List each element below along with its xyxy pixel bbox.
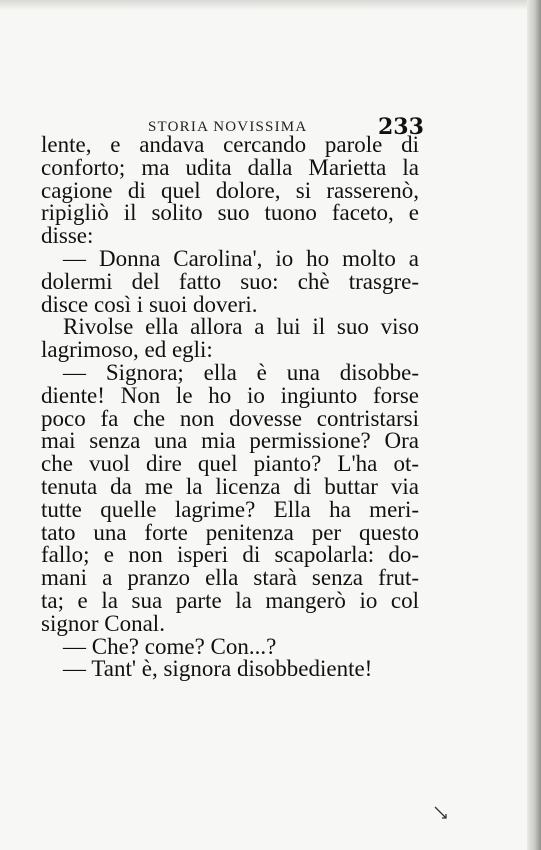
text-line: — Donna Carolina', io ho molto a (63, 245, 419, 271)
page-edge-shadow (527, 0, 541, 850)
body-text (41, 134, 419, 681)
text-line: che vuol dire quel pianto? L'ha ot- (41, 451, 419, 477)
text-line: diente! Non le ho io ingiunto forse (41, 382, 419, 408)
text-line: poco fa che non dovesse contristarsi (41, 405, 419, 431)
text-line: disse: (41, 223, 94, 249)
page-number: 233 (378, 114, 424, 140)
text-line: fallo; e non isperi di scapolarla: do- (41, 542, 419, 568)
printer-mark-icon (434, 806, 448, 820)
text-line: tato una forte penitenza per questo (41, 519, 419, 545)
text-line: lente, e andava cercando parole di (41, 132, 419, 157)
text-line: cagione di quel dolore, si rasserenò, (41, 177, 419, 203)
text-line: tenuta da me la licenza di buttar via (41, 473, 419, 499)
text-line: lagrimoso, ed egli: (41, 337, 213, 363)
text-line: conforto; ma udita dalla Marietta la (41, 154, 419, 180)
text-line: tutte quelle lagrime? Ella ha meri- (41, 496, 419, 522)
page-top-shadow (0, 0, 541, 10)
text-line: mai senza una mia permissione? Ora (41, 428, 419, 454)
text-line: dolermi del fatto suo: chè trasgre- (41, 268, 419, 294)
text-line: Rivolse ella allora a lui il suo viso (63, 314, 419, 340)
text-line: — Che? come? Con...? (63, 633, 277, 659)
text-line: disce così i suoi doveri. (41, 291, 258, 317)
text-line: — Signora; ella è una disobbe- (63, 359, 419, 385)
text-line: — Tant' è, signora disobbediente! (63, 656, 373, 682)
running-head: STORIA NOVISSIMA (148, 119, 308, 135)
text-line: signor Conal. (41, 610, 165, 636)
text-line: mani a pranzo ella starà senza frut- (41, 565, 419, 591)
text-line: ta; e la sua parte la mangerò io col (41, 587, 419, 613)
text-line: ripigliò il solito suo tuono faceto, e (41, 200, 419, 226)
